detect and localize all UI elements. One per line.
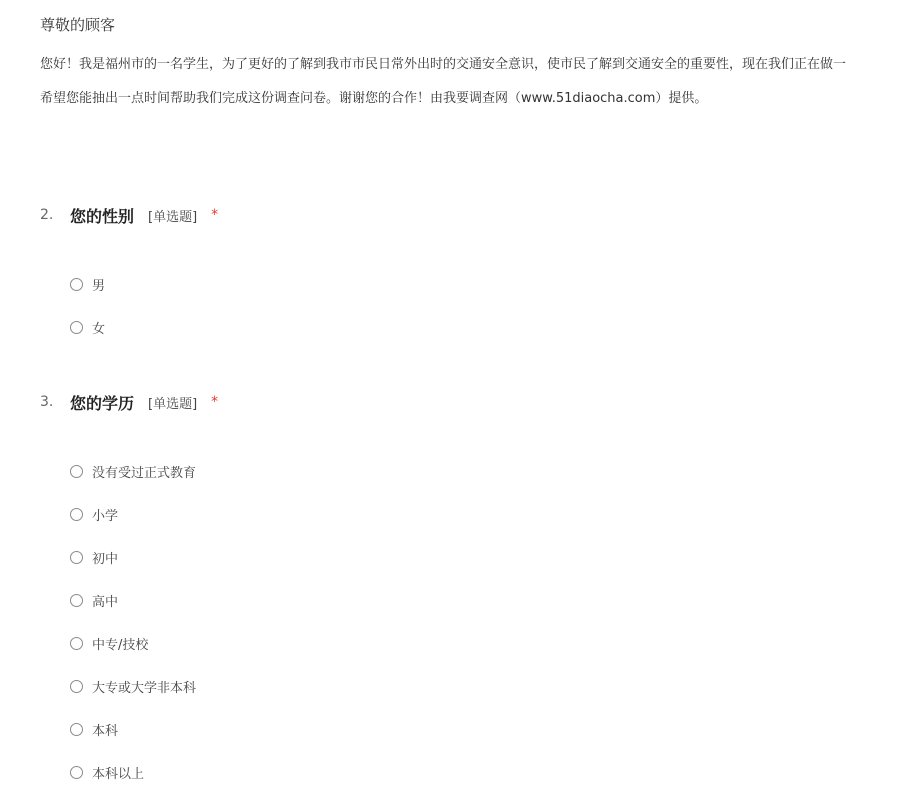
option-label: 本科以上 (92, 766, 145, 782)
intro-line-1: 您好！我是福州市的一名学生，为了更好的了解到我市市民日常外出时的交通安全意识，使市民了解到交通安全的重要性，现在我们正在做一 (40, 57, 847, 72)
option-primary-school[interactable] (70, 503, 118, 525)
question-education (40, 390, 219, 782)
option-label: 没有受过正式教育 (92, 465, 197, 481)
question-title: 您的学历 (70, 393, 135, 413)
option-bachelor[interactable] (70, 718, 118, 740)
question-header (40, 390, 218, 414)
intro-line-2: 希望您能抽出一点时间帮助我们完成这份调查问卷。谢谢您的合作！由我要调查网（www.51diaocha.com）提供。 (40, 91, 708, 106)
option-female[interactable] (70, 316, 105, 338)
radio-button[interactable] (70, 465, 83, 478)
required-asterisk: * (211, 394, 219, 410)
radio-button[interactable] (70, 278, 83, 291)
option-label: 中专/技校 (92, 637, 149, 653)
option-label: 男 (92, 278, 106, 294)
option-label: 女 (92, 321, 106, 337)
question-type-label: [单选题] (148, 209, 198, 225)
question-type-label: [单选题] (148, 396, 198, 412)
option-label: 小学 (92, 508, 119, 524)
radio-button[interactable] (70, 766, 83, 779)
option-no-formal-education[interactable] (70, 460, 196, 482)
greeting-text: 尊敬的顾客 (40, 16, 116, 34)
radio-button[interactable] (70, 321, 83, 334)
radio-button[interactable] (70, 680, 83, 693)
option-senior-high[interactable] (70, 589, 118, 611)
question-gender (40, 203, 219, 337)
question-number: 2. (40, 207, 54, 223)
radio-button[interactable] (70, 637, 83, 650)
option-male[interactable] (70, 273, 105, 295)
required-asterisk: * (211, 207, 219, 223)
option-label: 初中 (92, 551, 119, 567)
option-label: 大专或大学非本科 (92, 680, 197, 696)
question-header (40, 203, 218, 227)
question-number: 3. (40, 394, 54, 410)
question-title: 您的性别 (70, 206, 135, 226)
radio-button[interactable] (70, 723, 83, 736)
radio-button[interactable] (70, 594, 83, 607)
option-vocational[interactable] (70, 632, 148, 654)
option-above-bachelor[interactable] (70, 761, 144, 783)
option-junior-college[interactable] (70, 675, 196, 697)
radio-button[interactable] (70, 508, 83, 521)
option-label: 高中 (92, 594, 119, 610)
option-label: 本科 (92, 723, 119, 739)
option-junior-high[interactable] (70, 546, 118, 568)
intro-paragraph (40, 54, 900, 110)
radio-button[interactable] (70, 551, 83, 564)
